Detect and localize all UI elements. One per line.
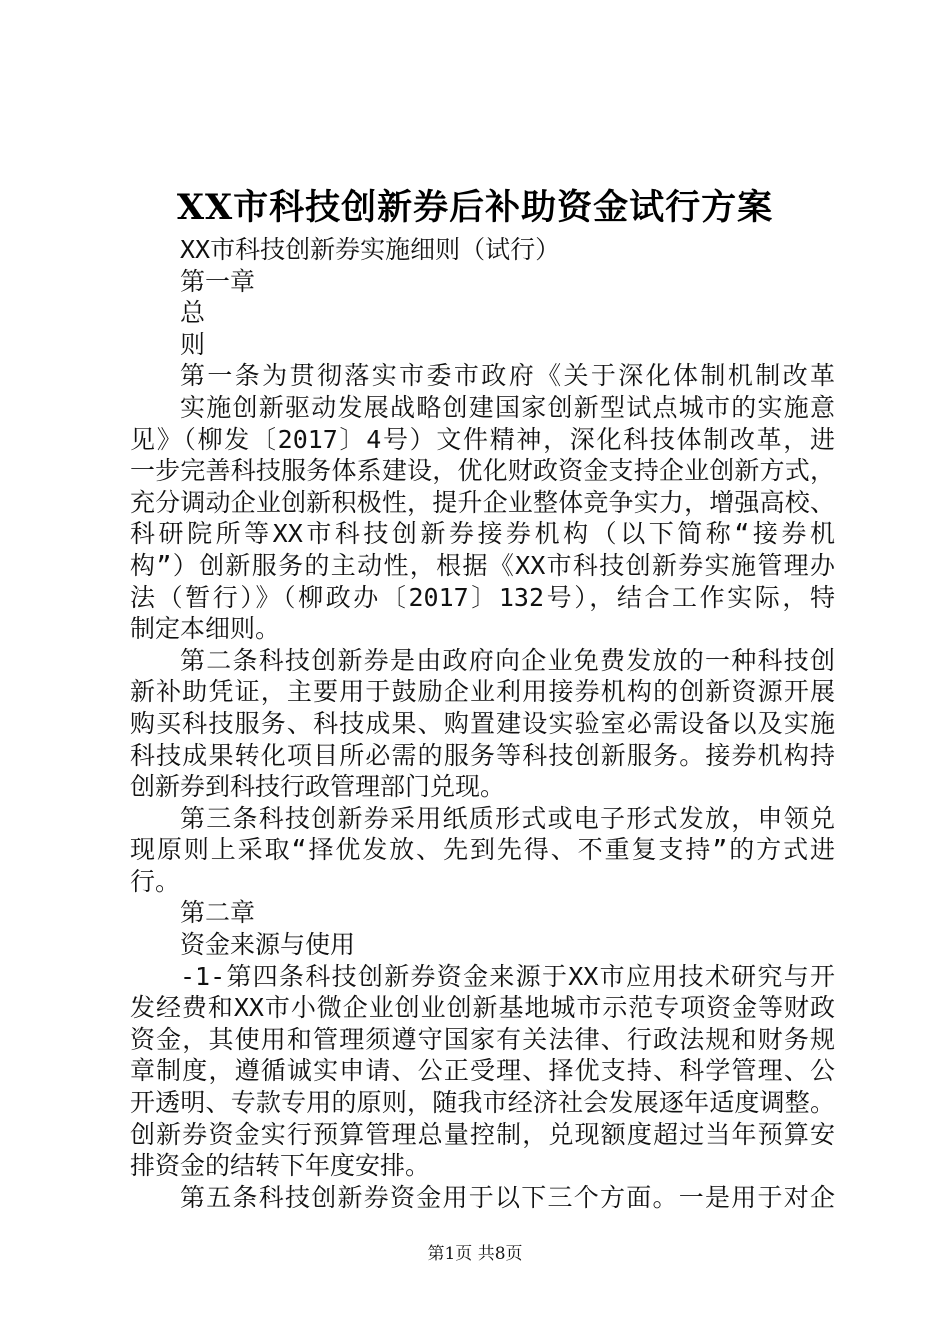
- document-body: [130, 234, 835, 1213]
- chapter-heading: 第一章: [180, 266, 256, 296]
- paragraph-line: 创新券资金实行预算管理总量控制，兑现额度超过当年预算安: [130, 1119, 835, 1149]
- paragraph-line: 第三条科技创新券采用纸质形式或电子形式发放，申领兑: [180, 803, 835, 833]
- paragraph-line: 法（暂行）》（柳政办〔2017〕132号），结合工作实际，特: [130, 582, 835, 612]
- paragraph-line: 一步完善科技服务体系建设，优化财政资金支持企业创新方式，: [130, 456, 835, 486]
- document-title: XX市科技创新券后补助资金试行方案: [176, 187, 774, 228]
- paragraph-line: 购买科技服务、科技成果、购置建设实验室必需设备以及实施: [130, 708, 835, 738]
- subtitle-line: XX市科技创新券实施细则（试行）: [180, 235, 561, 264]
- paragraph-line: 第五条科技创新券资金用于以下三个方面。一是用于对企: [180, 1182, 835, 1212]
- chapter-heading: 第二章: [180, 898, 256, 928]
- page-number-footer: 第1页 共8页: [427, 1244, 523, 1264]
- paragraph-line: 构”）创新服务的主动性，根据《XX市科技创新券实施管理办: [130, 550, 835, 580]
- paragraph-line: 排资金的结转下年度安排。: [130, 1151, 431, 1181]
- paragraph-line: 资金，其使用和管理须遵守国家有关法律、行政法规和财务规: [130, 1024, 835, 1054]
- chapter-title: 资金来源与使用: [180, 930, 356, 960]
- paragraph-line: 发经费和XX市小微企业创业创新基地城市示范专项资金等财政: [130, 993, 835, 1023]
- paragraph-line: 科技成果转化项目所必需的服务等科技创新服务。接券机构持: [130, 740, 835, 770]
- paragraph-line: 第一条为贯彻落实市委市政府《关于深化体制机制改革: [180, 361, 835, 391]
- paragraph-line: 科研院所等XX市科技创新券接券机构（以下简称“接券机: [130, 519, 835, 549]
- paragraph-line: 创新券到科技行政管理部门兑现。: [130, 772, 506, 802]
- paragraph-line: 第二条科技创新券是由政府向企业免费发放的一种科技创: [180, 645, 835, 675]
- paragraph-line: 实施创新驱动发展战略创建国家创新型试点城市的实施意: [180, 392, 835, 422]
- paragraph-line: 充分调动企业创新积极性，提升企业整体竞争实力，增强高校、: [130, 487, 835, 517]
- paragraph-line: -1-第四条科技创新券资金来源于XX市应用技术研究与开: [180, 961, 835, 991]
- paragraph-line: 制定本细则。: [130, 614, 281, 644]
- paragraph-line: 见》（柳发〔2017〕4号）文件精神，深化科技体制改革，进: [130, 424, 835, 454]
- paragraph-line: 行。: [130, 866, 181, 896]
- paragraph-line: 开透明、专款专用的原则，随我市经济社会发展逐年适度调整。: [130, 1088, 835, 1118]
- paragraph-line: 章制度，遵循诚实申请、公正受理、择优支持、科学管理、公: [130, 1056, 835, 1086]
- paragraph-line: 新补助凭证，主要用于鼓励企业利用接券机构的创新资源开展: [130, 677, 835, 707]
- chapter-title-char: 总: [180, 298, 206, 328]
- chapter-title-char: 则: [180, 329, 206, 359]
- paragraph-line: 现原则上采取“择优发放、先到先得、不重复支持”的方式进: [130, 835, 835, 865]
